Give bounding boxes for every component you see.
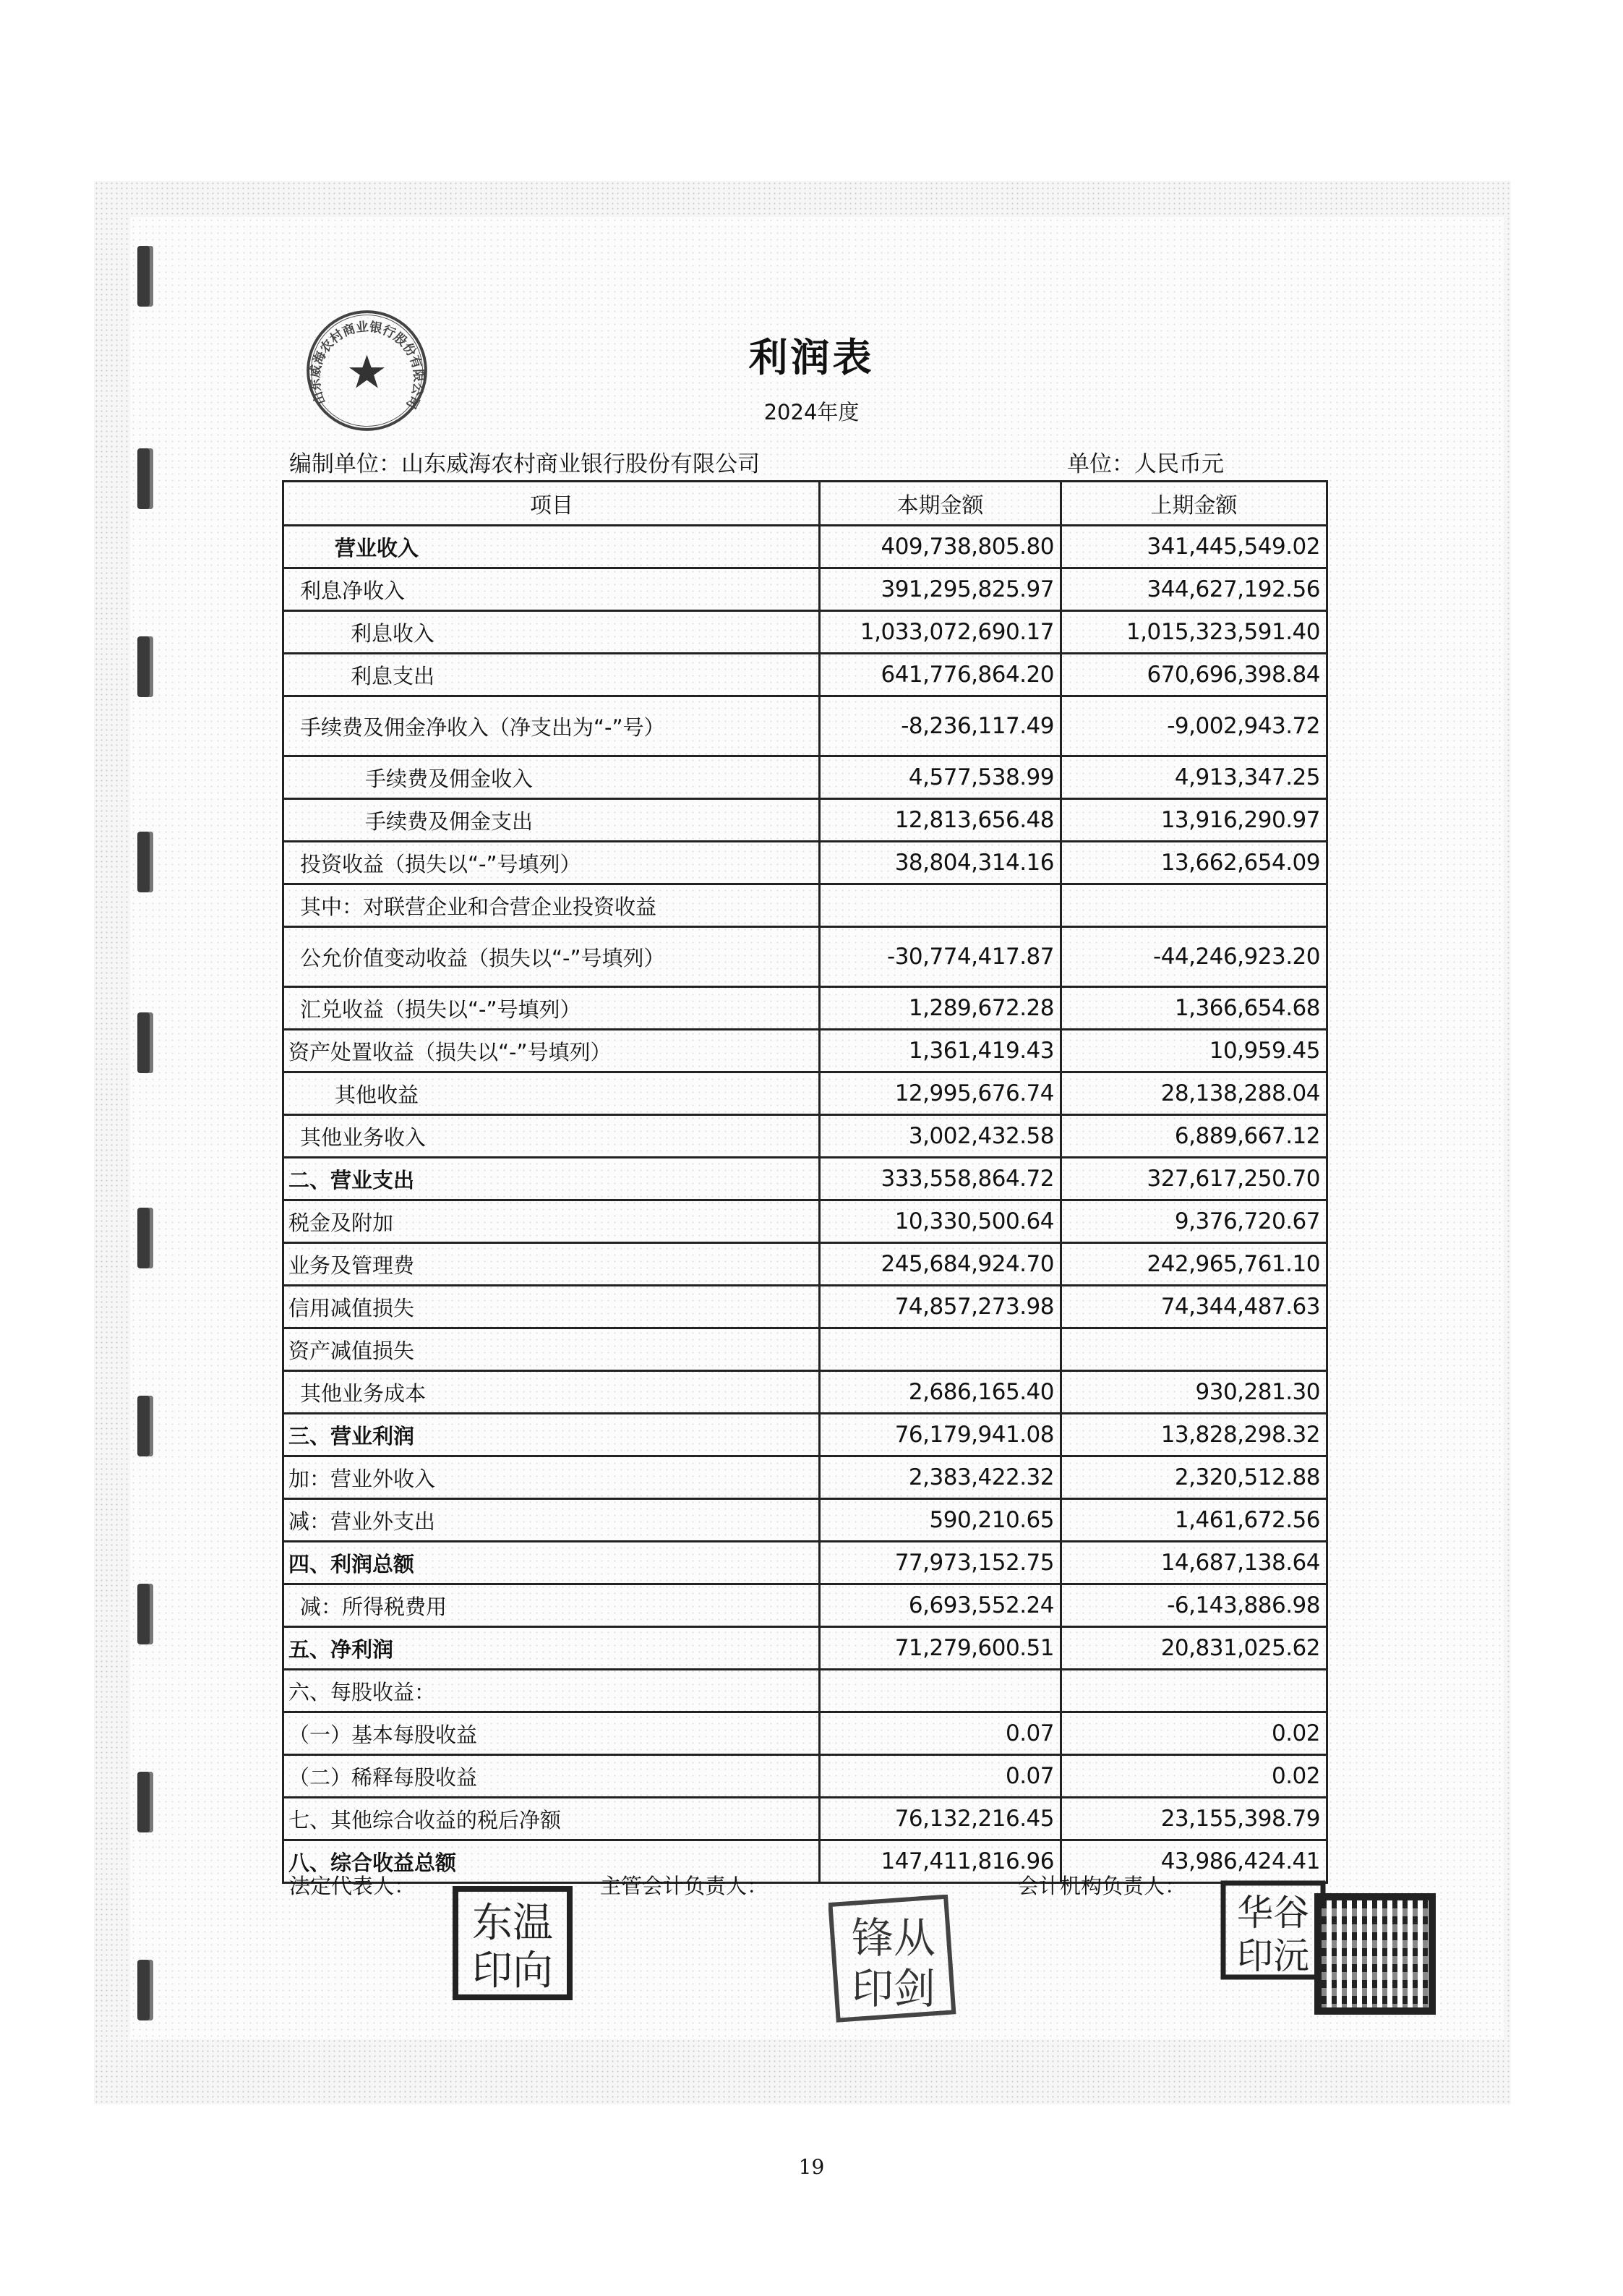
- prior-period-amount: [1061, 1328, 1327, 1371]
- binder-hole-mark: [137, 1584, 153, 1644]
- current-period-amount: 391,295,825.97: [820, 568, 1061, 611]
- prior-period-amount: 2,320,512.88: [1061, 1456, 1327, 1499]
- table-row: [283, 987, 1327, 1030]
- prior-period-amount: [1061, 1670, 1327, 1712]
- prior-period-amount: 9,376,720.67: [1061, 1200, 1327, 1243]
- table-row: [283, 1414, 1327, 1456]
- prior-period-amount: 930,281.30: [1061, 1371, 1327, 1414]
- table-row: [283, 654, 1327, 696]
- current-period-amount: 3,002,432.58: [820, 1115, 1061, 1158]
- table-row: [283, 927, 1327, 987]
- row-label: 利息净收入: [283, 568, 820, 611]
- table-row: [283, 1115, 1327, 1158]
- table-row: [283, 799, 1327, 842]
- current-period-amount: 6,693,552.24: [820, 1584, 1061, 1627]
- prior-period-amount: 13,916,290.97: [1061, 799, 1327, 842]
- prior-period-amount: 20,831,025.62: [1061, 1627, 1327, 1670]
- table-row: [283, 1712, 1327, 1755]
- accounting-dept-seal-stamp: [1219, 1879, 1327, 1987]
- table-row: [283, 526, 1327, 568]
- current-period-amount: 0.07: [820, 1755, 1061, 1798]
- table-row: [283, 1072, 1327, 1115]
- table-row: [283, 1286, 1327, 1328]
- prior-period-amount: -9,002,943.72: [1061, 696, 1327, 756]
- prior-period-amount: 13,828,298.32: [1061, 1414, 1327, 1456]
- prior-period-amount: 14,687,138.64: [1061, 1542, 1327, 1584]
- current-period-amount: 641,776,864.20: [820, 654, 1061, 696]
- row-label: 五、净利润: [283, 1627, 820, 1670]
- row-label: 六、每股收益：: [283, 1670, 820, 1712]
- prior-period-amount: -6,143,886.98: [1061, 1584, 1327, 1627]
- accounting-dept-head-label: 会计机构负责人：: [1018, 1874, 1186, 1898]
- svg-text:印向: 印向: [472, 1947, 553, 1994]
- prior-period-amount: 43,986,424.41: [1061, 1840, 1327, 1883]
- table-row: [283, 1670, 1327, 1712]
- row-label: 投资收益（损失以“-”号填列）: [283, 842, 820, 884]
- prior-period-amount: 28,138,288.04: [1061, 1072, 1327, 1115]
- binder-hole-mark: [137, 832, 153, 892]
- current-period-amount: 71,279,600.51: [820, 1627, 1061, 1670]
- header-prior-period: 上期金额: [1061, 482, 1327, 526]
- current-period-amount: 590,210.65: [820, 1499, 1061, 1542]
- current-period-amount: -30,774,417.87: [820, 927, 1061, 987]
- row-label: 减：所得税费用: [283, 1584, 820, 1627]
- prior-period-amount: [1061, 884, 1327, 927]
- binder-hole-mark: [137, 1012, 153, 1073]
- table-row: [283, 1371, 1327, 1414]
- table-row: [283, 756, 1327, 799]
- row-label: 其中：对联营企业和合营企业投资收益: [283, 884, 820, 927]
- binder-hole-mark: [137, 636, 153, 697]
- current-period-amount: 74,857,273.98: [820, 1286, 1061, 1328]
- table-row: [283, 568, 1327, 611]
- table-row: [283, 1243, 1327, 1286]
- row-label: 手续费及佣金收入: [283, 756, 820, 799]
- row-label: 手续费及佣金支出: [283, 799, 820, 842]
- row-label: 资产处置收益（损失以“-”号填列）: [283, 1030, 820, 1072]
- svg-text:山东威海农村商业银行股份有限公司: 山东威海农村商业银行股份有限公司: [308, 320, 426, 411]
- current-period-amount: 245,684,924.70: [820, 1243, 1061, 1286]
- current-period-amount: 333,558,864.72: [820, 1158, 1061, 1200]
- table-row: [283, 1200, 1327, 1243]
- row-label: 八、综合收益总额: [283, 1840, 820, 1883]
- row-label: （二）稀释每股收益: [283, 1755, 820, 1798]
- legal-representative-label: 法定代表人：: [289, 1874, 416, 1898]
- row-label: 信用减值损失: [283, 1286, 820, 1328]
- current-period-amount: 12,813,656.48: [820, 799, 1061, 842]
- table-row: [283, 1798, 1327, 1840]
- svg-text:东温: 东温: [472, 1900, 553, 1947]
- table-row: [283, 1499, 1327, 1542]
- prior-period-amount: 341,445,549.02: [1061, 526, 1327, 568]
- binder-hole-mark: [137, 1960, 153, 2020]
- prior-period-amount: 10,959.45: [1061, 1030, 1327, 1072]
- prior-period-amount: 242,965,761.10: [1061, 1243, 1327, 1286]
- prior-period-amount: 344,627,192.56: [1061, 568, 1327, 611]
- table-row: [283, 1755, 1327, 1798]
- current-period-amount: 12,995,676.74: [820, 1072, 1061, 1115]
- table-row: [283, 696, 1327, 756]
- table-row: [283, 611, 1327, 654]
- report-period: 2024年度: [763, 400, 860, 424]
- binder-hole-mark: [137, 1396, 153, 1456]
- row-label: 二、营业支出: [283, 1158, 820, 1200]
- page-number: 19: [798, 2155, 825, 2179]
- prior-period-amount: 1,015,323,591.40: [1061, 611, 1327, 654]
- row-label: 利息收入: [283, 611, 820, 654]
- svg-text:印剑: 印剑: [851, 1964, 936, 2013]
- row-label: 加：营业外收入: [283, 1456, 820, 1499]
- prior-period-amount: -44,246,923.20: [1061, 927, 1327, 987]
- row-label: 减：营业外支出: [283, 1499, 820, 1542]
- table-row: [283, 1456, 1327, 1499]
- prior-period-amount: 0.02: [1061, 1712, 1327, 1755]
- header-current-period: 本期金额: [820, 482, 1061, 526]
- row-label: 其他业务成本: [283, 1371, 820, 1414]
- current-period-amount: 1,361,419.43: [820, 1030, 1061, 1072]
- current-period-amount: [820, 1670, 1061, 1712]
- current-period-amount: 2,686,165.40: [820, 1371, 1061, 1414]
- table-row: [283, 842, 1327, 884]
- row-label: 其他收益: [283, 1072, 820, 1115]
- svg-text:锋从: 锋从: [851, 1913, 936, 1963]
- current-period-amount: 76,132,216.45: [820, 1798, 1061, 1840]
- binder-hole-mark: [137, 1772, 153, 1832]
- table-row: [283, 1158, 1327, 1200]
- row-label: 资产减值损失: [283, 1328, 820, 1371]
- table-row: [283, 1627, 1327, 1670]
- binder-hole-mark: [137, 1208, 153, 1268]
- company-seal: [304, 307, 430, 434]
- current-period-amount: 4,577,538.99: [820, 756, 1061, 799]
- current-period-amount: 2,383,422.32: [820, 1456, 1061, 1499]
- currency-unit: 单位：人民币元: [1067, 451, 1224, 477]
- binder-hole-mark: [137, 448, 153, 509]
- table-row: [283, 1328, 1327, 1371]
- row-label: 业务及管理费: [283, 1243, 820, 1286]
- prior-period-amount: 23,155,398.79: [1061, 1798, 1327, 1840]
- current-period-amount: [820, 1328, 1061, 1371]
- row-label: 四、利润总额: [283, 1542, 820, 1584]
- current-period-amount: 0.07: [820, 1712, 1061, 1755]
- svg-text:华谷: 华谷: [1237, 1892, 1309, 1934]
- qr-code: [1314, 1893, 1436, 2015]
- prior-period-amount: 0.02: [1061, 1755, 1327, 1798]
- table-row: [283, 1584, 1327, 1627]
- current-period-amount: 76,179,941.08: [820, 1414, 1061, 1456]
- income-statement-table: [282, 480, 1328, 1884]
- current-period-amount: 1,289,672.28: [820, 987, 1061, 1030]
- svg-text:印沅: 印沅: [1237, 1935, 1309, 1977]
- row-label: 利息支出: [283, 654, 820, 696]
- table-row: [283, 884, 1327, 927]
- legal-rep-seal-stamp: [451, 1885, 574, 2007]
- prior-period-amount: 670,696,398.84: [1061, 654, 1327, 696]
- row-label: 其他业务收入: [283, 1115, 820, 1158]
- prior-period-amount: 74,344,487.63: [1061, 1286, 1327, 1328]
- preparing-entity: 编制单位：山东威海农村商业银行股份有限公司: [289, 451, 760, 477]
- header-item: 项目: [283, 482, 820, 526]
- row-label: 三、营业利润: [283, 1414, 820, 1456]
- row-label: 公允价值变动收益（损失以“-”号填列）: [283, 927, 820, 987]
- current-period-amount: -8,236,117.49: [820, 696, 1061, 756]
- row-label: 手续费及佣金净收入（净支出为“-”号）: [283, 696, 820, 756]
- current-period-amount: 409,738,805.80: [820, 526, 1061, 568]
- current-period-amount: 10,330,500.64: [820, 1200, 1061, 1243]
- prior-period-amount: 1,461,672.56: [1061, 1499, 1327, 1542]
- current-period-amount: 38,804,314.16: [820, 842, 1061, 884]
- row-label: 七、其他综合收益的税后净额: [283, 1798, 820, 1840]
- current-period-amount: [820, 884, 1061, 927]
- table-row: [283, 1542, 1327, 1584]
- prior-period-amount: 6,889,667.12: [1061, 1115, 1327, 1158]
- accounting-head-label: 主管会计负责人：: [600, 1874, 768, 1898]
- prior-period-amount: 4,913,347.25: [1061, 756, 1327, 799]
- row-label: 营业收入: [283, 526, 820, 568]
- row-label: （一）基本每股收益: [283, 1712, 820, 1755]
- prior-period-amount: 327,617,250.70: [1061, 1158, 1327, 1200]
- current-period-amount: 77,973,152.75: [820, 1542, 1061, 1584]
- document-title: 利润表: [748, 335, 875, 380]
- binder-hole-mark: [137, 246, 153, 307]
- accounting-head-seal-stamp: [828, 1895, 959, 2025]
- table-header-row: [283, 482, 1327, 526]
- prior-period-amount: 13,662,654.09: [1061, 842, 1327, 884]
- row-label: 汇兑收益（损失以“-”号填列）: [283, 987, 820, 1030]
- current-period-amount: 147,411,816.96: [820, 1840, 1061, 1883]
- current-period-amount: 1,033,072,690.17: [820, 611, 1061, 654]
- table-row: [283, 1030, 1327, 1072]
- row-label: 税金及附加: [283, 1200, 820, 1243]
- prior-period-amount: 1,366,654.68: [1061, 987, 1327, 1030]
